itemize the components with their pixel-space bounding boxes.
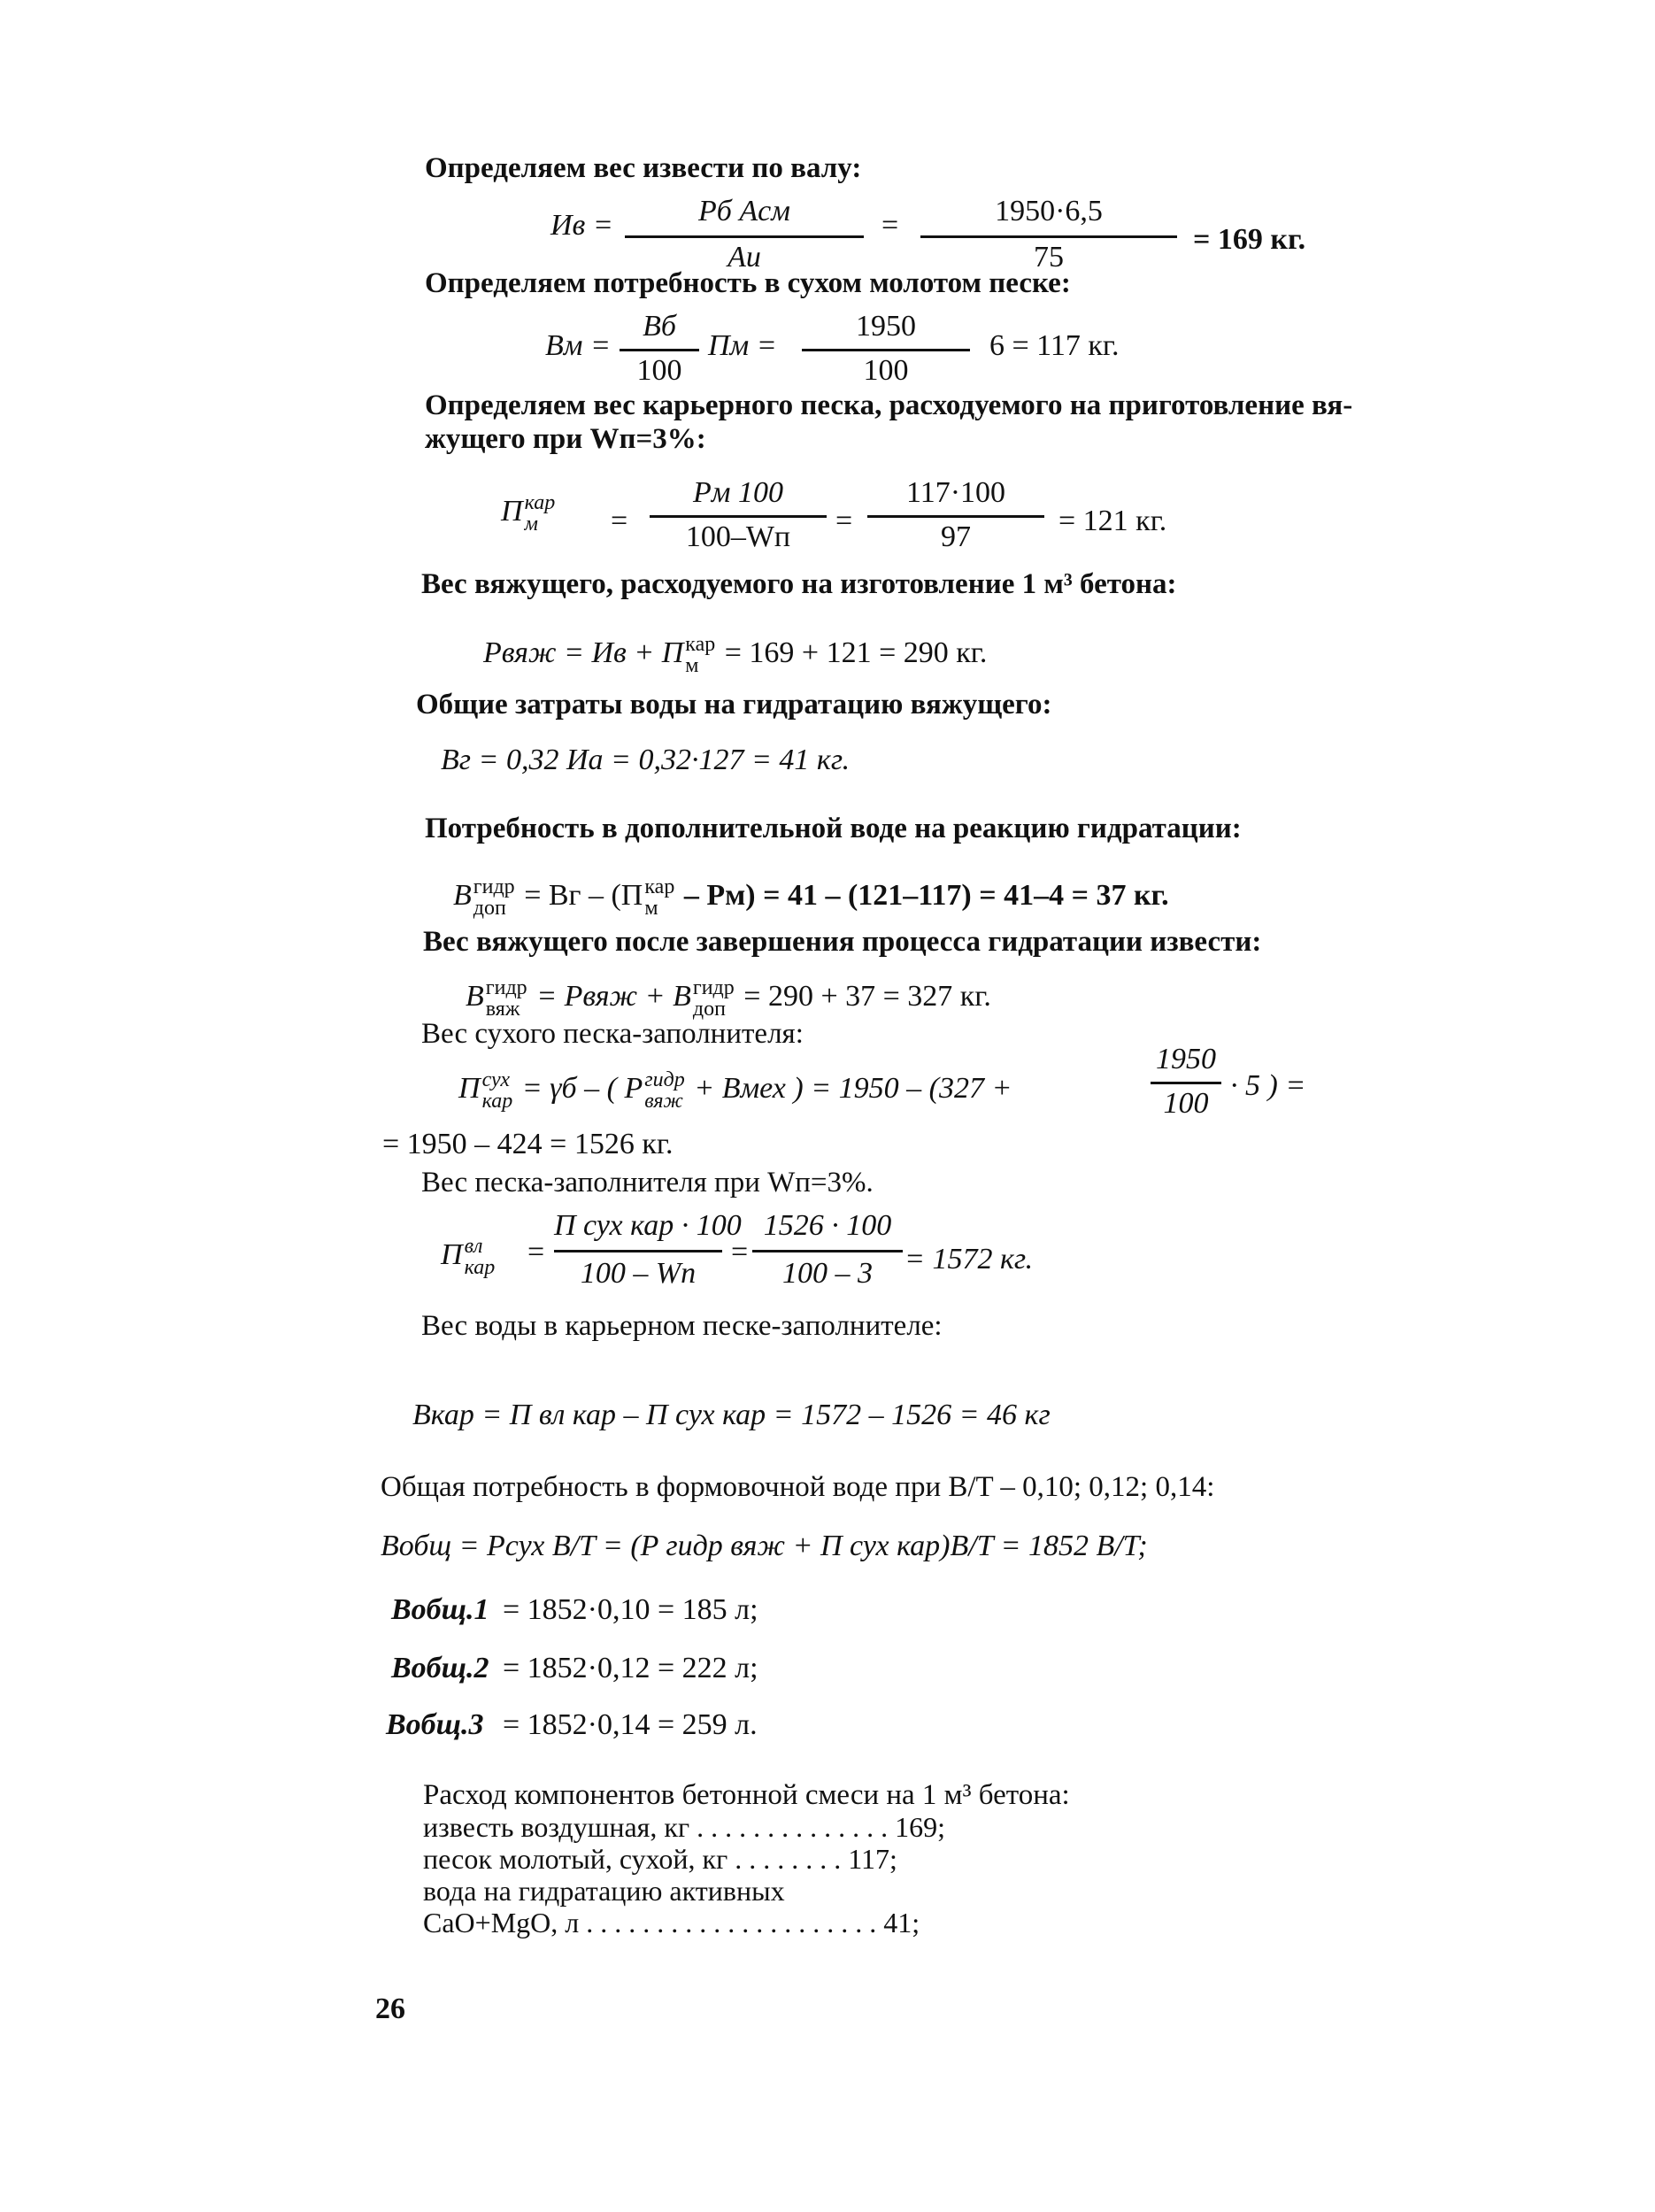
- formula-1-frac-2: [920, 195, 1177, 274]
- formula-7-b-sub: доп: [692, 998, 726, 1021]
- formula-7-b: = Pвяж + B: [536, 979, 691, 1013]
- formula-8-sup: сух: [481, 1068, 511, 1091]
- formula-4-sub: м: [685, 654, 699, 677]
- formula-9-eq: =: [527, 1236, 545, 1268]
- formula-9-frac-2: [752, 1200, 903, 1298]
- formula-1-lhs: Ив =: [550, 209, 613, 242]
- formula-3-num-1: Pм 100: [693, 476, 783, 509]
- formula-7-sup: гидр: [485, 976, 527, 999]
- formula-9-lhs-main: П: [441, 1237, 463, 1271]
- formula-2-result: 6 = 117 кг.: [989, 329, 1120, 362]
- formula-7-a-indices: [486, 977, 527, 1020]
- formula-3-sub: м: [524, 513, 538, 536]
- fraction-bar: [620, 349, 699, 351]
- formula-2-frac-2: [802, 310, 970, 389]
- formula-4: [483, 634, 987, 676]
- formula-9-sub: кар: [464, 1256, 496, 1279]
- fraction-bar: [802, 349, 970, 351]
- formula-12b-lhs: Bобщ.2: [391, 1652, 489, 1684]
- formula-3-den-2: 97: [941, 520, 971, 553]
- formula-1-result: = 169 кг.: [1193, 223, 1306, 256]
- formula-8-b-sub: вяж: [644, 1090, 683, 1113]
- formula-12a-value: = 1852·0,10 = 185 л;: [503, 1593, 758, 1626]
- formula-7: [466, 977, 991, 1020]
- formula-12c-value: = 1852·0,14 = 259 л.: [503, 1708, 758, 1741]
- component-value: 169;: [895, 1811, 945, 1843]
- formula-8-num: 1950: [1156, 1043, 1216, 1075]
- fraction-bar: [1151, 1082, 1221, 1084]
- formula-8-cont: = 1950 – 424 = 1526 кг.: [382, 1128, 674, 1160]
- formula-3-result: = 121 кг.: [1058, 505, 1167, 537]
- formula-8: [458, 1069, 1012, 1112]
- formula-3-lhs: [501, 492, 557, 535]
- formula-1-num-2: 1950·6,5: [995, 195, 1103, 227]
- formula-1-frac-1: [625, 195, 864, 274]
- formula-8-a-indices: [482, 1069, 513, 1112]
- component-value: 117;: [848, 1843, 897, 1875]
- text-s4: Вес вяжущего, расходуемого на изготовление 1 м³ бетона:: [421, 568, 1177, 600]
- formula-8-a: П: [458, 1071, 481, 1105]
- formula-3-lhs-main: П: [501, 494, 523, 528]
- formula-2-den-2: 100: [863, 354, 909, 387]
- formula-1-eq: =: [881, 209, 899, 242]
- formula-1-den-1: Aи: [727, 241, 761, 274]
- component-item: [423, 1875, 785, 1908]
- formula-8-sub: кар: [481, 1090, 513, 1113]
- formula-9-result: = 1572 кг.: [904, 1243, 1034, 1276]
- formula-9-lhs: [441, 1236, 496, 1278]
- text-s3a: Определяем вес карьерного песка, расходуемого на приготовление вя-: [425, 389, 1353, 421]
- component-item: [423, 1907, 920, 1939]
- formula-10: Bкар = П вл кар – П сух кар = 1572 – 1526 = 46 кг: [412, 1399, 1051, 1431]
- fraction-bar: [920, 235, 1177, 238]
- text-s8: Вес сухого песка-заполнителя:: [421, 1018, 804, 1050]
- formula-9-num-2: 1526 · 100: [763, 1209, 892, 1242]
- text-s12: Расход компонентов бетонной смеси на 1 м³ бетона:: [423, 1779, 1070, 1811]
- fraction-bar: [625, 235, 864, 238]
- formula-2-frac-1: [620, 310, 699, 389]
- component-label: известь воздушная, кг . . . . . . . . . . . . . .: [423, 1811, 889, 1843]
- formula-4-indices: [685, 634, 715, 676]
- component-item: [423, 1843, 897, 1876]
- formula-6: [453, 876, 1169, 919]
- text-s1: Определяем вес извести по валу:: [425, 152, 862, 184]
- formula-6-b-sub: м: [644, 897, 658, 920]
- formula-6-b-indices: [644, 876, 674, 919]
- text-s9: Вес песка-заполнителя при Wп=3%.: [421, 1167, 874, 1198]
- formula-4-result: = 169 + 121 = 290 кг.: [724, 636, 988, 669]
- formula-6-a: B: [453, 878, 472, 912]
- formula-5: Bг = 0,32 Иа = 0,32·127 = 41 кг.: [441, 744, 851, 776]
- formula-3-sup: кар: [524, 491, 556, 514]
- formula-7-b-indices: [693, 977, 735, 1020]
- formula-9-sup: вл: [464, 1235, 483, 1258]
- formula-2-mid: Пм =: [708, 329, 777, 362]
- formula-6-b: = Bг – (П: [524, 878, 643, 912]
- fraction-bar: [554, 1250, 722, 1252]
- formula-8-b-sup: гидр: [644, 1068, 685, 1091]
- formula-8-d: · 5 ) =: [1230, 1069, 1306, 1102]
- formula-8-b: = γб – ( P: [521, 1071, 643, 1105]
- formula-12a-lhs: Bобщ.1: [391, 1593, 489, 1626]
- formula-2-num-2: 1950: [856, 310, 916, 343]
- formula-3-frac-1: [650, 476, 827, 556]
- formula-1-den-2: 75: [1034, 241, 1064, 274]
- fraction-bar: [752, 1250, 903, 1252]
- text-s5: Общие затраты воды на гидратацию вяжущего:: [416, 689, 1052, 721]
- fraction-bar: [650, 515, 827, 518]
- text-s2: Определяем потребность в сухом молотом песке:: [425, 267, 1071, 299]
- text-s7: Вес вяжущего после завершения процесса гидратации извести:: [423, 926, 1262, 958]
- component-item: [423, 1811, 945, 1844]
- fraction-bar: [867, 515, 1044, 518]
- formula-2-num-1: Bб: [643, 310, 676, 343]
- formula-6-sup: гидр: [473, 875, 515, 898]
- formula-9-lhs-indices: [465, 1236, 496, 1278]
- formula-3-eq-2: =: [835, 505, 853, 537]
- formula-3-eq: =: [611, 505, 628, 537]
- formula-8-frac: [1151, 1043, 1221, 1122]
- formula-11: Bобщ = Pсух B/T = (P гидр вяж + П сух кар)B/T = 1852 B/T;: [381, 1530, 1148, 1562]
- text-s10: Вес воды в карьерном песке-заполнителе:: [421, 1310, 943, 1342]
- formula-9-den-1: 100 – Wп: [580, 1257, 697, 1290]
- component-label: вода на гидратацию активных: [423, 1875, 785, 1907]
- component-value: 41;: [883, 1907, 920, 1938]
- formula-6-a-indices: [473, 876, 515, 919]
- formula-4-main: Pвяж = Ив + П: [483, 636, 684, 669]
- formula-9-num-1: П сух кар · 100: [554, 1209, 742, 1242]
- formula-8-den: 100: [1163, 1087, 1209, 1120]
- formula-2-den-1: 100: [636, 354, 682, 387]
- formula-6-c: – Pм) = 41 – (121–117) = 41–4 = 37 кг.: [683, 878, 1169, 912]
- formula-6-b-sup: кар: [644, 875, 675, 898]
- formula-8-b-indices: [644, 1069, 685, 1112]
- component-label: песок молотый, сухой, кг . . . . . . . .: [423, 1843, 842, 1875]
- formula-9-den-2: 100 – 3: [782, 1257, 873, 1290]
- formula-7-a: B: [466, 979, 484, 1013]
- formula-1-num-1: Pб Aсм: [698, 195, 790, 227]
- formula-3-frac-2: [867, 476, 1044, 556]
- formula-4-sup: кар: [685, 633, 716, 656]
- component-label: CaO+MgO, л . . . . . . . . . . . . . . . . . . . . .: [423, 1907, 877, 1938]
- formula-3-lhs-indices: [525, 492, 556, 535]
- formula-7-c: = 290 + 37 = 327 кг.: [743, 979, 991, 1013]
- text-s11: Общая потребность в формовочной воде при B/T – 0,10; 0,12; 0,14:: [381, 1471, 1215, 1503]
- formula-9-eq-2: =: [731, 1236, 749, 1268]
- formula-2-lhs: Bм =: [545, 329, 611, 362]
- formula-12c-lhs: Bобщ.3: [386, 1708, 484, 1741]
- page-number: 26: [375, 1992, 405, 2025]
- formula-3-den-1: 100–Wп: [685, 520, 791, 553]
- formula-8-c: + Bмех ) = 1950 – (327 +: [694, 1071, 1012, 1105]
- formula-3-num-2: 117·100: [905, 476, 1006, 509]
- formula-7-sub: вяж: [485, 998, 520, 1021]
- formula-9-frac-1: [554, 1200, 742, 1298]
- formula-12b-value: = 1852·0,12 = 222 л;: [503, 1652, 758, 1684]
- formula-6-sub: доп: [473, 897, 506, 920]
- text-s3b: жущего при Wп=3%:: [425, 423, 706, 455]
- text-s6: Потребность в дополнительной воде на реакцию гидратации:: [425, 813, 1242, 844]
- formula-7-b-sup: гидр: [692, 976, 735, 999]
